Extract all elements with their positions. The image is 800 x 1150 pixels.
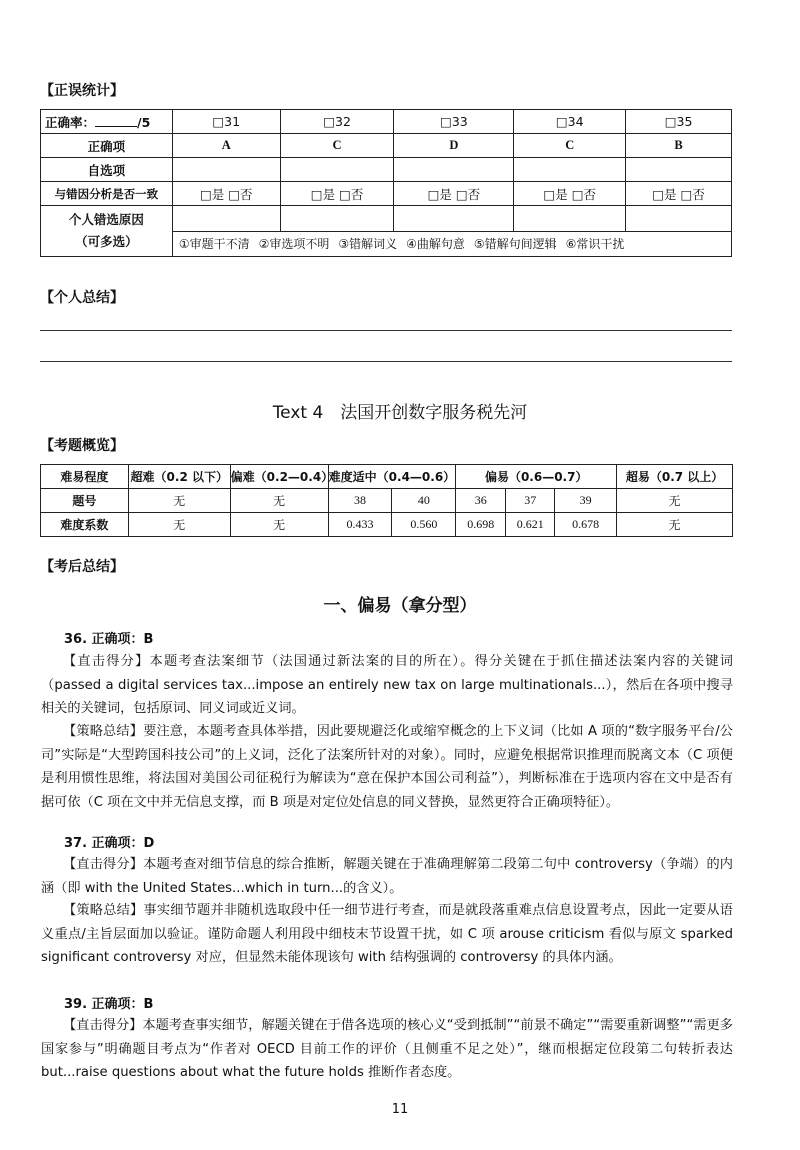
difficulty-table xyxy=(40,464,733,537)
page-number: 11 xyxy=(391,1102,409,1117)
table-row xyxy=(41,206,732,232)
paragraph-37-direct: 【直击得分】本题考查对细节信息的综合推断，解题关键在于准确理解第二段第二句中 controversy（争端）的内涵（即 with the United States...which in turn...的含义）。 xyxy=(41,857,733,896)
paragraph-37-strategy: 【策略总结】事实细节题并非随机选取段中任一细节进行考查，而是就段落重难点信息设置考点，因此一定要从语义重点/主旨层面加以验证。谨防命题人利用段中细枝末节设置干扰，如 C 项 arouse criticism 看似与原文 sparked significant controversy 对应，但显然未能体现该句 with 结构强调的 controversy 的具体内涵。 xyxy=(41,903,733,965)
row-label-num: 题号 xyxy=(41,489,129,513)
header-hard: 偏难（0.2—0.4） xyxy=(230,465,328,489)
reason-input-cell[interactable] xyxy=(626,206,732,232)
question-num: 37 xyxy=(506,489,555,513)
difficulty-coef: 0.560 xyxy=(392,513,456,537)
table-row xyxy=(41,489,733,513)
yes-no-checkbox[interactable]: □是 □否 xyxy=(514,182,626,206)
difficulty-label: 难易程度 xyxy=(41,465,129,489)
reason-option-2[interactable]: ②审选项不明 xyxy=(258,237,330,252)
header-medium: 难度适中（0.4—0.6） xyxy=(328,465,456,489)
answer-31: A xyxy=(172,134,280,158)
section-heading: 一、偏易（拿分型） xyxy=(323,596,477,616)
reason-option-1[interactable]: ①审题干不清 xyxy=(178,237,250,252)
after-section-title: 【考后总结】 xyxy=(40,559,124,575)
summary-line[interactable] xyxy=(40,361,732,362)
cell-none: 无 xyxy=(617,513,733,537)
accuracy-cell: 正确率： /5 xyxy=(41,110,173,134)
question-32[interactable]: □32 xyxy=(280,110,394,134)
cell-none: 无 xyxy=(128,513,230,537)
header-very-easy: 超易（0.7 以上） xyxy=(617,465,733,489)
reason-option-3[interactable]: ③错解词义 xyxy=(338,237,398,252)
answer-39: 39. 正确项：B xyxy=(64,997,154,1012)
question-num: 36 xyxy=(456,489,506,513)
self-choice-cell[interactable] xyxy=(394,158,514,182)
table-row xyxy=(41,110,732,134)
table-row xyxy=(41,134,732,158)
cell-none: 无 xyxy=(230,513,328,537)
header-very-hard: 超难（0.2 以下） xyxy=(128,465,230,489)
answer-34: C xyxy=(514,134,626,158)
stats-section-title: 【正误统计】 xyxy=(40,83,124,99)
reason-options xyxy=(172,231,731,257)
cell-none: 无 xyxy=(617,489,733,513)
self-choice-cell[interactable] xyxy=(280,158,394,182)
row-label-reason: 个人错选原因 （可多选） xyxy=(41,206,173,257)
answer-33: D xyxy=(394,134,514,158)
question-num: 39 xyxy=(555,489,617,513)
paragraph-39-direct: 【直击得分】本题考查事实细节，解题关键在于借各选项的核心义“受到抵制”“前景不确定”“需要重新调整”“需更多国家参与”明确题目考点为“作者对 OECD 目前工作的评价（且侧重不足之处）”，继而根据定位段第二句转折表达 but...raise questions about what the future holds 推断作者态度。 xyxy=(41,1018,733,1080)
answer-35: B xyxy=(626,134,732,158)
table-row xyxy=(41,158,732,182)
paragraph-36-direct: 【直击得分】本题考查法案细节（法国通过新法案的目的所在）。得分关键在于抓住描述法案内容的关键词（passed a digital services tax...impose an entirely new tax on large multinationals...），然后在各项中搜寻相关的关键词，包括原词、同义词或近义词。 xyxy=(41,654,733,716)
reason-option-4[interactable]: ④曲解句意 xyxy=(406,237,465,252)
difficulty-coef: 0.621 xyxy=(506,513,555,537)
yes-no-checkbox[interactable]: □是 □否 xyxy=(394,182,514,206)
question-31[interactable]: □31 xyxy=(172,110,280,134)
reason-input-cell[interactable] xyxy=(514,206,626,232)
question-35[interactable]: □35 xyxy=(626,110,732,134)
yes-no-checkbox[interactable]: □是 □否 xyxy=(626,182,732,206)
table-row xyxy=(41,465,733,489)
answer-37: 37. 正确项：D xyxy=(64,836,155,851)
cell-none: 无 xyxy=(230,489,328,513)
yes-no-checkbox[interactable]: □是 □否 xyxy=(172,182,280,206)
table-row xyxy=(41,182,732,206)
question-33[interactable]: □33 xyxy=(394,110,514,134)
reason-option-5[interactable]: ⑤错解句间逻辑 xyxy=(473,237,557,252)
self-choice-cell[interactable] xyxy=(626,158,732,182)
difficulty-coef: 0.698 xyxy=(456,513,506,537)
row-label-consistent: 与错因分析是否一致 xyxy=(41,182,173,206)
difficulty-coef: 0.678 xyxy=(555,513,617,537)
yes-no-checkbox[interactable]: □是 □否 xyxy=(280,182,394,206)
summary-line[interactable] xyxy=(40,330,732,331)
question-34[interactable]: □34 xyxy=(514,110,626,134)
reason-input-cell[interactable] xyxy=(172,206,280,232)
accuracy-blank[interactable] xyxy=(95,114,137,127)
reason-option-6[interactable]: ⑥常识干扰 xyxy=(565,237,625,252)
answer-32: C xyxy=(280,134,394,158)
header-easy: 偏易（0.6—0.7） xyxy=(456,465,617,489)
difficulty-coef: 0.433 xyxy=(328,513,392,537)
overview-section-title: 【考题概览】 xyxy=(40,438,124,454)
cell-none: 无 xyxy=(128,489,230,513)
question-num: 38 xyxy=(328,489,392,513)
self-choice-cell[interactable] xyxy=(514,158,626,182)
reason-input-cell[interactable] xyxy=(280,206,394,232)
row-label-self: 自选项 xyxy=(41,158,173,182)
self-choice-cell[interactable] xyxy=(172,158,280,182)
stats-table xyxy=(40,109,732,257)
table-row xyxy=(41,513,733,537)
text-title: Text 4 法国开创数字服务税先河 xyxy=(272,403,528,423)
question-num: 40 xyxy=(392,489,456,513)
reason-input-cell[interactable] xyxy=(394,206,514,232)
row-label-correct: 正确项 xyxy=(41,134,173,158)
row-label-coef: 难度系数 xyxy=(41,513,129,537)
paragraph-36-strategy: 【策略总结】要注意，本题考查具体举措，因此要规避泛化或缩窄概念的上下义词（比如 A 项的“数字服务平台/公司”实际是“大型跨国科技公司”的上义词，泛化了法案所针对的对象）。同时，应避免根据常识推理而脱离文本（C 项便是利用惯性思维，将法国对美国公司征税行为解读为“意在保护本国公司利益”），判断标准在于选项内容在文中是否有据可依（C 项在文中并无信息支撑，而 B 项是对定位处信息的同义替换，显然更符合正确项特征）。 xyxy=(41,724,733,810)
summary-section-title: 【个人总结】 xyxy=(40,290,124,306)
answer-36: 36. 正确项：B xyxy=(64,632,154,647)
